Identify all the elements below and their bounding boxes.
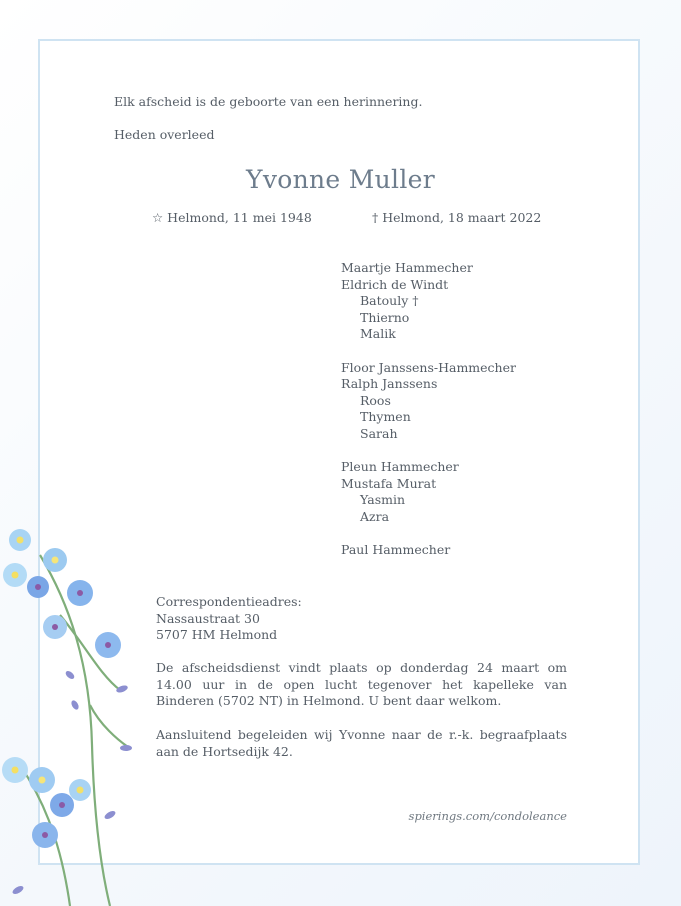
- family-parent: Eldrich de Windt: [341, 276, 449, 292]
- family-parent: Mustafa Murat: [341, 475, 437, 491]
- family-group: [341, 260, 591, 343]
- family-child: Thymen: [360, 409, 411, 425]
- intro-quote: Elk afscheid is de geboorte van een herinnering.: [114, 94, 423, 109]
- family-group: [341, 360, 591, 443]
- correspondence-heading: Correspondentieadres:: [156, 594, 302, 609]
- flower-stems: [20, 555, 128, 906]
- family-parent: Maartje Hammecher: [341, 260, 473, 275]
- service-details: De afscheidsdienst vindt plaats op donderdag 24 maart om 14.00 uur in de open lucht tegenover het kapelleke van Binderen (5702 NT) in Helmond. U bent daar welkom.: [156, 660, 567, 709]
- burial-details: Aansluitend begeleiden wij Yvonne naar de r.-k. begraafplaats aan de Hortsedijk 42.: [156, 727, 567, 759]
- deceased-name: Yvonne Muller: [246, 165, 435, 194]
- family-parent: Paul Hammecher: [341, 542, 451, 558]
- family-group: [341, 459, 591, 525]
- family-group: [341, 542, 591, 559]
- family-child: Thierno: [360, 309, 410, 325]
- family-child: Batouly †: [360, 293, 419, 309]
- family-child: Malik: [360, 326, 396, 342]
- birth-date: ☆ Helmond, 11 mei 1948: [152, 210, 312, 225]
- death-date: † Helmond, 18 maart 2022: [372, 210, 542, 225]
- family-child: Sarah: [360, 425, 398, 441]
- family-child: Azra: [360, 508, 390, 524]
- correspondence-address: [156, 594, 302, 644]
- family-child: Yasmin: [360, 492, 406, 508]
- correspondence-street: Nassaustraat 30: [156, 610, 260, 626]
- family-list: [341, 260, 591, 559]
- announcement-text: Heden overleed: [114, 127, 215, 142]
- family-child: Roos: [360, 392, 391, 408]
- correspondence-city: 5707 HM Helmond: [156, 627, 278, 643]
- forget-me-not-flowers-decoration: [0, 515, 140, 906]
- condolence-website: spierings.com/condoleance: [408, 809, 567, 823]
- family-parent: Ralph Janssens: [341, 376, 438, 392]
- family-parent: Floor Janssens-Hammecher: [341, 359, 516, 375]
- flower-blossoms: [2, 529, 121, 848]
- family-parent: Pleun Hammecher: [341, 459, 459, 475]
